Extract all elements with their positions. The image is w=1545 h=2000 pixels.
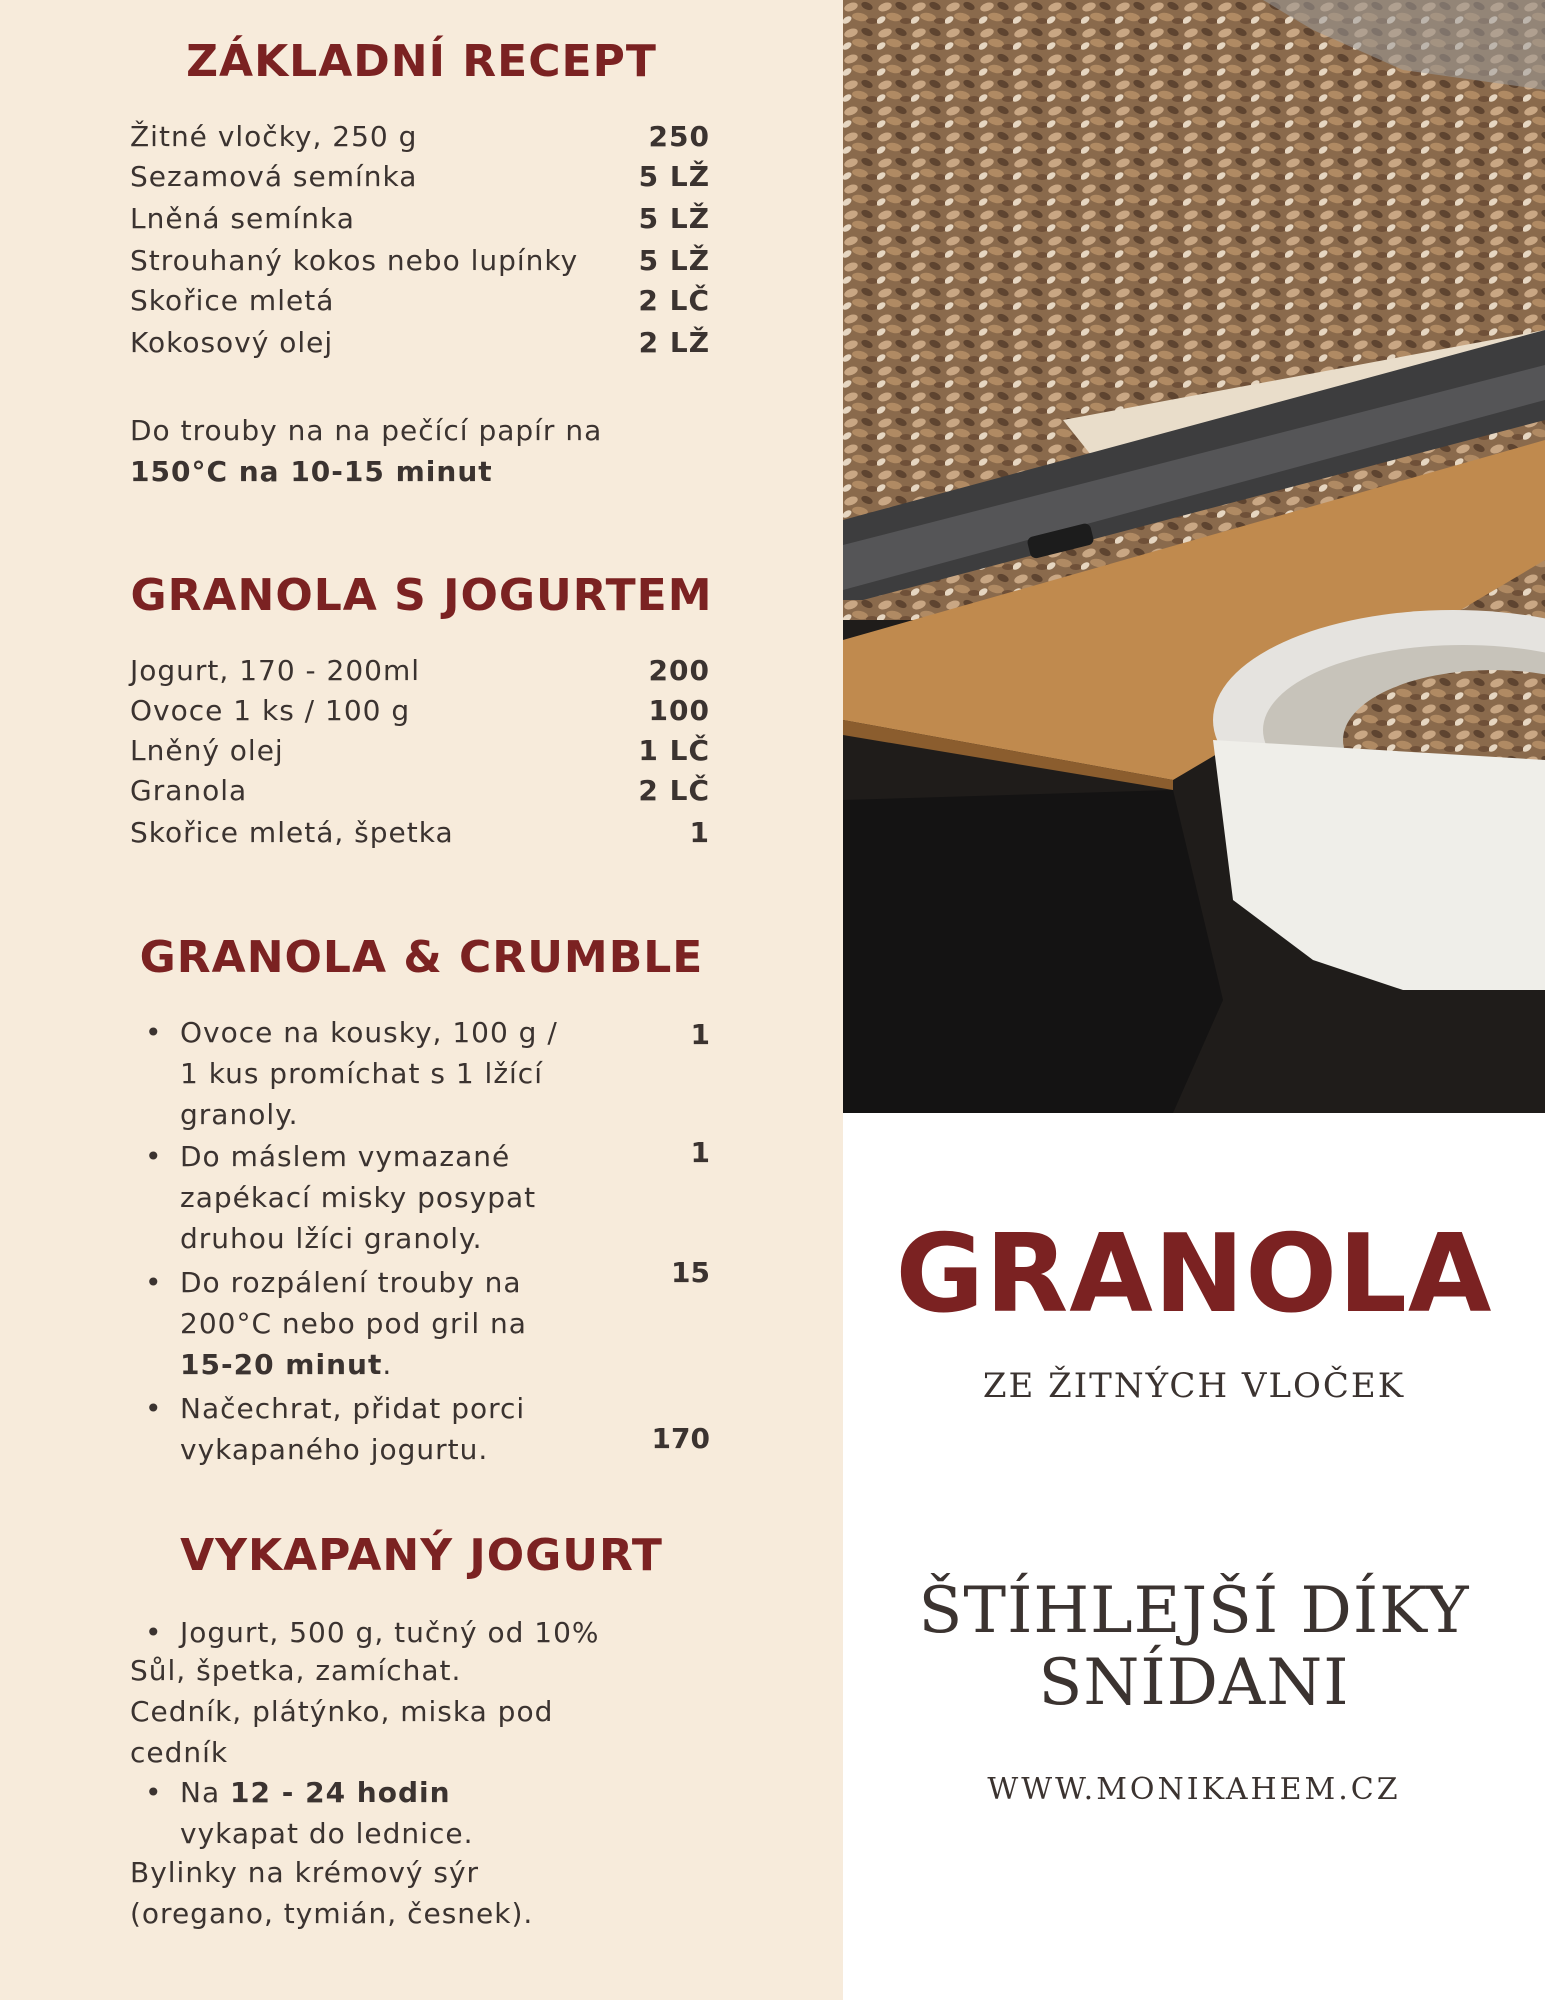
crumble-step-text: Načechrat, přidat porci vykapaného jogurtu. [180,1392,526,1466]
ingredient-qty: 1 LČ [638,734,710,767]
crumble-step-qty: 15 [671,1256,710,1289]
crumble-step-qty: 170 [651,1422,710,1455]
ingredient-row [130,202,710,242]
ingredient-name: Granola [130,774,248,807]
bullet-icon: • [145,1266,163,1299]
crumble-step-qty: 1 [690,1136,710,1169]
ingredient-name: Skořice mletá, špetka [130,816,454,849]
bullet-icon: • [145,1016,163,1049]
baking-note [130,410,710,492]
drained-text: Bylinky na krémový sýr (oregano, tymián, česnek). [130,1856,534,1930]
ingredient-qty: 5 LŽ [638,160,710,193]
crumble-step-qty: 1 [690,1018,710,1051]
cover-title: GRANOLA [895,1212,1493,1337]
ingredient-qty: 5 LŽ [638,202,710,235]
drained-line: Sůl, špetka, zamíchat. [130,1654,462,1687]
ingredient-name: Jogurt, 170 - 200ml [130,654,421,687]
website-link[interactable]: WWW.MONIKAHEM.CZ [987,1772,1401,1807]
ingredient-row [130,816,710,856]
cover-column [843,0,1545,2000]
drained-step-text-part: Na [180,1776,231,1809]
ingredient-qty: 100 [648,694,710,727]
bullet-icon: • [145,1616,163,1649]
bullet-icon: • [145,1776,163,1809]
ingredient-row [130,160,710,200]
baking-note-text: Do trouby na na pečící papír na [130,414,603,447]
baking-note-bold: 150°C na 10-15 minut [130,455,493,488]
heading-granola-yogurt: GRANOLA S JOGURTEM [130,570,713,621]
ingredient-qty: 2 LŽ [638,326,710,359]
bullet-icon: • [145,1140,163,1173]
ingredient-qty: 200 [648,654,710,687]
ingredient-row [130,774,710,814]
ingredient-qty: 250 [648,120,710,153]
crumble-step [145,1136,570,1259]
ingredient-qty: 2 LČ [638,284,710,317]
ingredient-name: Sezamová semínka [130,160,418,193]
ingredient-name: Lněná semínka [130,202,355,235]
ingredient-name: Ovoce 1 ks / 100 g [130,694,411,727]
crumble-step [145,1262,570,1385]
crumble-step [145,1388,570,1470]
crumble-step-text-part: . [382,1348,393,1381]
granola-photo [843,0,1545,1113]
ingredient-name: Žitné vločky, 250 g [130,120,418,153]
drained-step [145,1772,570,1854]
ingredient-qty: 2 LČ [638,774,710,807]
crumble-step-text-part: Do rozpálení trouby na 200°C nebo pod gril na [180,1266,527,1340]
ingredient-row [130,284,710,324]
drained-text [130,1650,560,1773]
ingredient-row [130,244,710,284]
ingredient-row [130,694,710,734]
heading-basic-recipe: ZÁKLADNÍ RECEPT [186,36,657,87]
ingredient-name: Strouhaný kokos nebo lupínky [130,244,579,277]
ingredient-row [130,734,710,774]
ingredient-name: Skořice mletá [130,284,335,317]
ingredient-name: Kokosový olej [130,326,334,359]
crumble-step-text: Do máslem vymazané zapékací misky posypat druhou lžíci granoly. [180,1140,537,1255]
drained-step-text-part: vykapat do lednice. [180,1817,474,1850]
ingredient-row [130,654,710,694]
ingredient-qty: 5 LŽ [638,244,710,277]
ingredient-name: Lněný olej [130,734,284,767]
crumble-step [145,1012,570,1135]
drained-step [145,1612,610,1653]
heading-granola-crumble: GRANOLA & CRUMBLE [139,932,704,983]
ingredient-row [130,326,710,366]
drained-step-text: Jogurt, 500 g, tučný od 10% [180,1616,600,1649]
drained-step-text-bold: 12 - 24 hodin [230,1776,451,1809]
crumble-step-text [180,1262,570,1385]
cover-tagline-line: ŠTÍHLEJŠÍ DÍKY [918,1574,1470,1648]
crumble-step-text-bold: 15-20 minut [180,1348,383,1381]
cover-subtitle: ZE ŽITNÝCH VLOČEK [982,1366,1406,1406]
cover-tagline-line: SNÍDANI [1038,1646,1350,1720]
heading-drained-yogurt: VYKAPANÝ JOGURT [180,1530,663,1581]
drained-line: Cedník, plátýnko, miska pod cedník [130,1695,554,1769]
ingredient-row [130,120,710,160]
ingredient-qty: 1 [689,816,710,849]
crumble-step-text: Ovoce na kousky, 100 g / 1 kus promíchat s 1 lžící granoly. [180,1016,558,1131]
drained-step-text [180,1772,570,1854]
cover-tagline [843,1575,1545,1719]
bullet-icon: • [145,1392,163,1425]
